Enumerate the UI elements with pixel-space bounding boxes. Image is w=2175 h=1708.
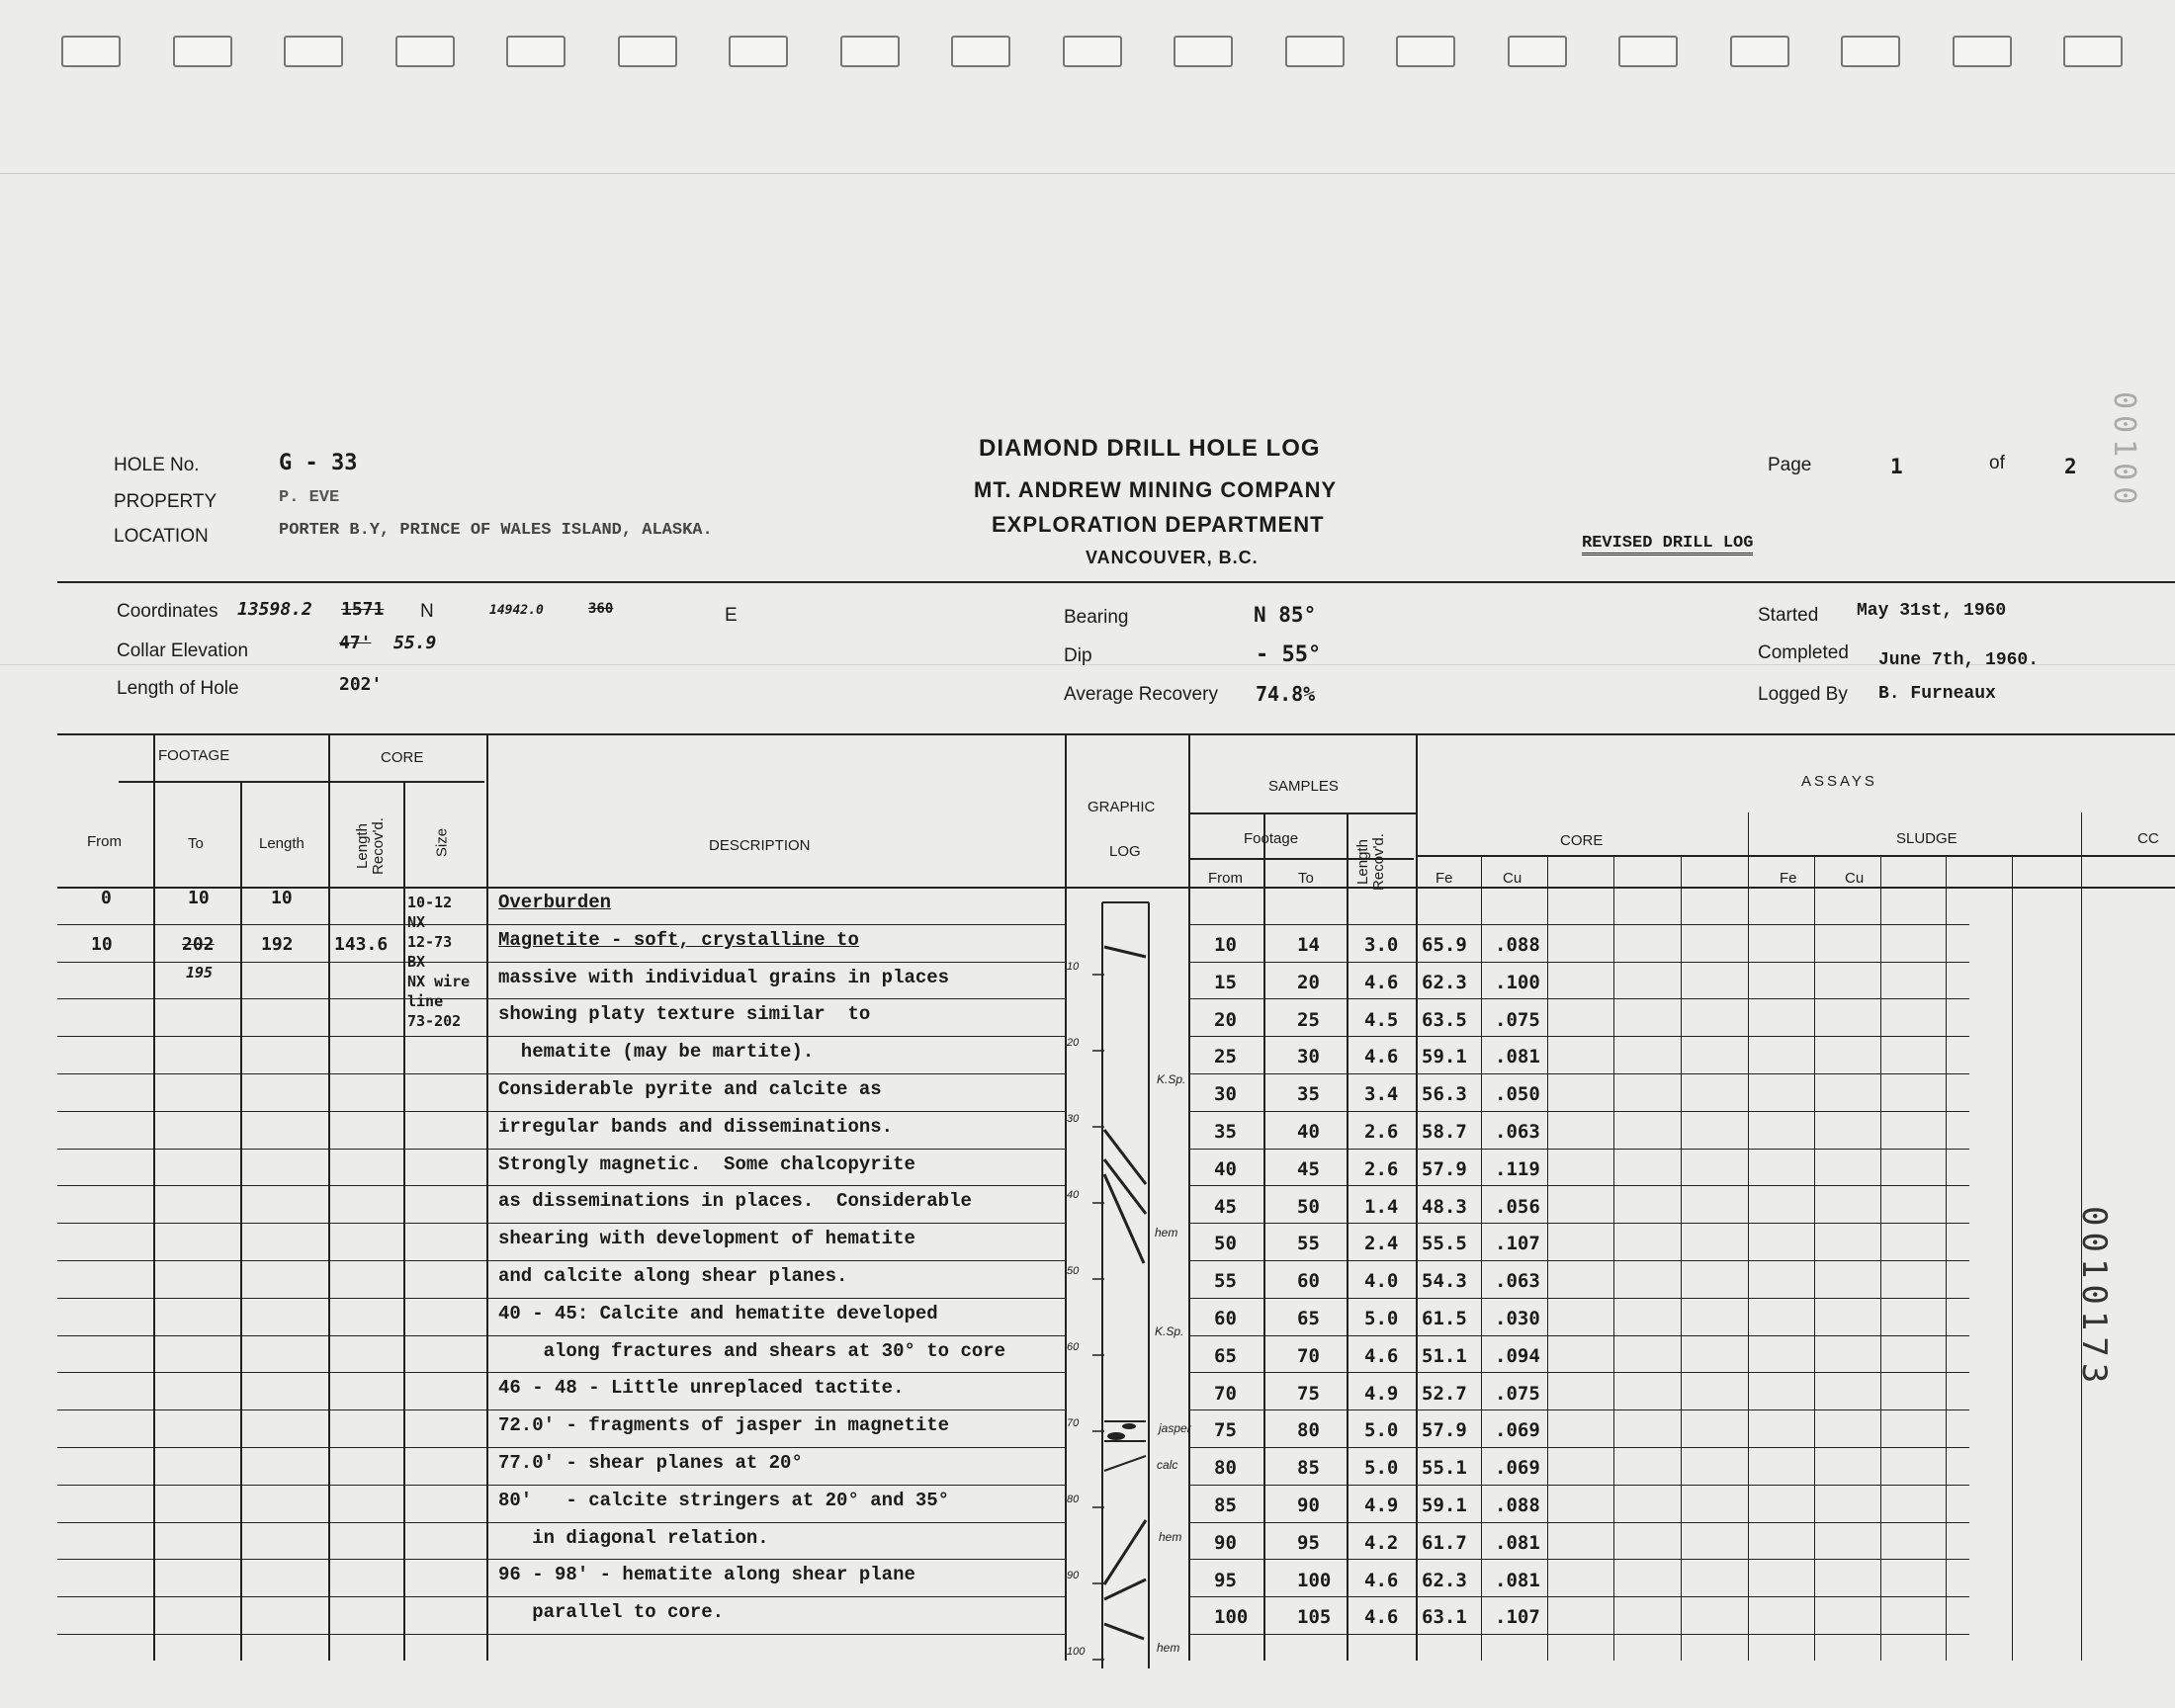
sample-from: 70 <box>1214 1382 1237 1405</box>
row-line <box>1188 1149 1969 1150</box>
depth-label: 60 <box>1067 1341 1080 1353</box>
perforation-hole <box>395 36 455 67</box>
row-line <box>1188 1522 1969 1523</box>
description-line: in diagonal relation. <box>498 1526 769 1549</box>
row1-length: 10 <box>271 888 293 908</box>
fe-header: Fe <box>1436 870 1453 887</box>
location-label: LOCATION <box>114 526 209 547</box>
faint-stamp: 00100 <box>2107 391 2141 511</box>
sample-cu: .081 <box>1495 1046 1540 1068</box>
page-label: Page <box>1768 455 1812 475</box>
sample-cu: .063 <box>1495 1270 1540 1293</box>
sample-cu: .107 <box>1495 1606 1540 1629</box>
completed-label: Completed <box>1758 642 1849 663</box>
row2-to-alt: 195 <box>186 964 214 982</box>
sample-cu: .050 <box>1495 1083 1540 1106</box>
sample-len: 1.4 <box>1364 1195 1399 1218</box>
sample-to: 30 <box>1297 1046 1320 1068</box>
sample-cu: .056 <box>1495 1195 1540 1218</box>
sample-fe: 54.3 <box>1422 1270 1467 1293</box>
length-value: 202' <box>339 674 383 695</box>
row-line <box>57 998 1066 999</box>
description-line: Magnetite - soft, crystalline to <box>498 928 859 951</box>
perforation-hole <box>840 36 900 67</box>
graphic-note: K.Sp. <box>1157 1072 1186 1086</box>
bearing-value: N 85° <box>1254 603 1317 627</box>
sample-from: 80 <box>1214 1457 1237 1480</box>
sample-len: 2.6 <box>1364 1157 1399 1180</box>
sample-from: 75 <box>1214 1419 1237 1442</box>
description-line: and calcite along shear planes. <box>498 1265 848 1287</box>
city-name: VANCOUVER, B.C. <box>1086 548 1259 567</box>
sample-fe: 62.3 <box>1422 1569 1467 1591</box>
logged-value: B. Furneaux <box>1878 684 1996 704</box>
sample-len: 4.0 <box>1364 1270 1399 1293</box>
description-line: parallel to core. <box>498 1601 725 1624</box>
row-line <box>1188 924 1969 925</box>
sample-fe: 62.3 <box>1422 971 1467 993</box>
sample-from: 30 <box>1214 1083 1237 1106</box>
sample-len: 4.6 <box>1364 1606 1399 1629</box>
row-line <box>57 1485 1066 1486</box>
size-entry: line <box>407 992 444 1010</box>
row-line <box>1188 1559 1969 1560</box>
column-line <box>1481 855 1482 1661</box>
sample-fe: 55.5 <box>1422 1233 1467 1255</box>
coord-n-value: 13598.2 <box>237 599 312 620</box>
sludge-cu-header: Cu <box>1845 870 1865 887</box>
row-line <box>57 1372 1066 1373</box>
size-entry: 73-202 <box>407 1012 462 1030</box>
size-header: Size <box>433 827 451 858</box>
sample-to: 65 <box>1297 1308 1320 1329</box>
footage-sub-header: Footage <box>1244 830 1299 847</box>
perforation-hole <box>729 36 788 67</box>
sludge-header: SLUDGE <box>1896 830 1958 847</box>
sample-len: 4.5 <box>1364 1008 1399 1031</box>
column-line <box>1416 733 1418 1661</box>
sample-len: 2.6 <box>1364 1121 1399 1143</box>
row-line <box>57 1447 1066 1448</box>
sample-fe: 59.1 <box>1422 1494 1467 1516</box>
sample-cu: .088 <box>1495 1494 1540 1516</box>
core-header: CORE <box>381 749 424 766</box>
sample-to: 85 <box>1297 1457 1320 1480</box>
row-line <box>57 1596 1066 1597</box>
description-line: Considerable pyrite and calcite as <box>498 1078 882 1100</box>
perforation-hole <box>1285 36 1345 67</box>
sample-len: 5.0 <box>1364 1308 1399 1329</box>
sample-cu: .081 <box>1495 1569 1540 1591</box>
coord-e-struck: 360 <box>588 601 614 617</box>
sample-fe: 65.9 <box>1422 934 1467 956</box>
revised-stamp: REVISED DRILL LOG <box>1582 534 1753 555</box>
sample-to: 25 <box>1297 1008 1320 1031</box>
size-entry: 10-12 <box>407 894 453 911</box>
row-line <box>57 1522 1066 1523</box>
row-line <box>1188 1634 1969 1635</box>
row-line <box>57 1260 1066 1261</box>
sample-len: 4.9 <box>1364 1382 1399 1405</box>
elevation-value: 55.9 <box>393 633 437 653</box>
description-line: Overburden <box>498 892 612 913</box>
sample-cu: .100 <box>1495 971 1540 993</box>
row-line <box>57 1223 1066 1224</box>
row-line <box>57 1559 1066 1560</box>
perforation-hole <box>1841 36 1900 67</box>
recovery-label: Average Recovery <box>1064 684 1218 705</box>
dip-label: Dip <box>1064 645 1092 666</box>
sample-from: 95 <box>1214 1569 1237 1591</box>
sample-fe: 58.7 <box>1422 1121 1467 1143</box>
sample-to: 60 <box>1297 1270 1320 1293</box>
perforation-hole <box>284 36 343 67</box>
sample-fe: 56.3 <box>1422 1083 1467 1106</box>
perforation-hole <box>1174 36 1233 67</box>
description-line: showing platy texture similar to <box>498 1003 871 1026</box>
row-line <box>1188 1298 1969 1299</box>
sample-to: 100 <box>1297 1569 1332 1591</box>
coord-n-struck: 1571 <box>341 599 385 620</box>
size-entry: NX wire <box>407 973 471 990</box>
description-line: 96 - 98' - hematite along shear plane <box>498 1564 915 1586</box>
sample-from: 40 <box>1214 1157 1237 1180</box>
company-name: MT. ANDREW MINING COMPANY <box>974 477 1338 502</box>
column-line <box>2012 855 2013 1661</box>
row1-to: 10 <box>188 888 210 908</box>
row-line <box>57 1298 1066 1299</box>
sample-to: 90 <box>1297 1494 1320 1516</box>
graphic-note: K.Sp. <box>1155 1324 1184 1338</box>
depth-label: 100 <box>1067 1646 1086 1658</box>
row-line <box>57 1409 1066 1410</box>
sample-fe: 61.7 <box>1422 1531 1467 1554</box>
elevation-struck: 47' <box>339 633 372 653</box>
description-header: DESCRIPTION <box>709 837 811 854</box>
column-line <box>1748 812 1749 1661</box>
sample-fe: 63.1 <box>1422 1606 1467 1629</box>
cu-header: Cu <box>1503 870 1522 887</box>
co-header: CC <box>2137 830 2159 847</box>
description-line: 40 - 45: Calcite and hematite developed <box>498 1302 938 1324</box>
row-line <box>1188 1260 1969 1261</box>
sample-fe: 57.9 <box>1422 1157 1467 1180</box>
row-line <box>57 1073 1066 1074</box>
row-line <box>57 1634 1066 1635</box>
graphic-note: hem <box>1157 1641 1180 1655</box>
depth-label: 40 <box>1067 1189 1080 1201</box>
sample-from: 25 <box>1214 1046 1237 1068</box>
column-line <box>1946 855 1947 1661</box>
sample-fe: 61.5 <box>1422 1308 1467 1329</box>
row-line <box>1188 1185 1969 1186</box>
sample-from-header: From <box>1208 870 1243 887</box>
row-line <box>1188 962 1969 963</box>
sample-from: 85 <box>1214 1494 1237 1516</box>
page-number: 1 <box>1890 455 1903 478</box>
sample-len: 3.0 <box>1364 934 1399 956</box>
sample-from: 100 <box>1214 1606 1249 1629</box>
sample-cu: .075 <box>1495 1382 1540 1405</box>
depth-label: 30 <box>1067 1113 1080 1125</box>
row-line <box>57 1335 1066 1336</box>
perforation-hole <box>506 36 566 67</box>
sample-fe: 55.1 <box>1422 1457 1467 1480</box>
description-line: shearing with development of hematite <box>498 1228 915 1250</box>
sample-to: 70 <box>1297 1344 1320 1367</box>
perforation-hole <box>1508 36 1567 67</box>
size-entry: NX <box>407 913 426 931</box>
core-assay-header: CORE <box>1560 832 1604 849</box>
column-line <box>240 781 242 1661</box>
sample-from: 65 <box>1214 1344 1237 1367</box>
depth-label: 80 <box>1067 1494 1080 1505</box>
sample-to: 20 <box>1297 971 1320 993</box>
sample-to: 40 <box>1297 1121 1320 1143</box>
sample-from: 50 <box>1214 1233 1237 1255</box>
column-line <box>1613 855 1614 1661</box>
sample-from: 20 <box>1214 1008 1237 1031</box>
column-line <box>486 733 488 1661</box>
description-line: irregular bands and disseminations. <box>498 1115 894 1138</box>
column-line <box>1814 855 1815 1661</box>
sample-from: 90 <box>1214 1531 1237 1554</box>
sample-fe: 52.7 <box>1422 1382 1467 1405</box>
department-name: EXPLORATION DEPARTMENT <box>992 512 1325 537</box>
row-line <box>57 1149 1066 1150</box>
e-label: E <box>725 605 738 626</box>
row-line <box>1188 1409 1969 1410</box>
form-title: DIAMOND DRILL HOLE LOG <box>979 435 1321 462</box>
sample-length-header: Length Recov'd. <box>1354 833 1387 891</box>
depth-label: 10 <box>1067 961 1080 973</box>
sample-len: 4.6 <box>1364 1344 1399 1367</box>
sample-cu: .030 <box>1495 1308 1540 1329</box>
completed-value: June 7th, 1960. <box>1878 650 2040 670</box>
elevation-label: Collar Elevation <box>117 640 249 661</box>
sludge-fe-header: Fe <box>1780 870 1797 887</box>
length-recov-header: Length Recov'd. <box>354 817 387 875</box>
sample-len: 4.6 <box>1364 1569 1399 1591</box>
sample-cu: .107 <box>1495 1233 1540 1255</box>
footage-header: FOOTAGE <box>158 747 230 764</box>
property-label: PROPERTY <box>114 491 218 512</box>
depth-label: 90 <box>1067 1570 1080 1581</box>
sample-len: 4.2 <box>1364 1531 1399 1554</box>
row-line <box>1188 1447 1969 1448</box>
perforation-hole <box>173 36 232 67</box>
graphic-log <box>1065 888 1188 1678</box>
description-line: hematite (may be martite). <box>498 1041 815 1064</box>
sample-to: 80 <box>1297 1419 1320 1442</box>
row-line <box>1188 1596 1969 1597</box>
description-line: 77.0' - shear planes at 20° <box>498 1452 803 1474</box>
page-total: 2 <box>2064 455 2077 478</box>
graphic-note: calc <box>1157 1458 1178 1472</box>
sample-to: 55 <box>1297 1233 1320 1255</box>
sample-fe: 63.5 <box>1422 1008 1467 1031</box>
sample-len: 4.6 <box>1364 971 1399 993</box>
description-line: Strongly magnetic. Some chalcopyrite <box>498 1153 915 1175</box>
row-line <box>1188 1111 1969 1112</box>
sample-cu: .075 <box>1495 1008 1540 1031</box>
n-label: N <box>420 601 434 622</box>
sample-len: 5.0 <box>1364 1419 1399 1442</box>
row-line <box>57 962 1066 963</box>
sample-from: 10 <box>1214 934 1237 956</box>
page-stamp-number: 0010173 <box>2074 1206 2114 1390</box>
row-line <box>57 924 1066 925</box>
sample-from: 35 <box>1214 1121 1237 1143</box>
row-line <box>1188 1485 1969 1486</box>
log-header: LOG <box>1109 843 1141 860</box>
sample-to-header: To <box>1298 870 1314 887</box>
row-line <box>57 1185 1066 1186</box>
row1-from: 0 <box>101 888 112 908</box>
of-label: of <box>1989 453 2005 473</box>
sample-to: 75 <box>1297 1382 1320 1405</box>
dip-value: - 55° <box>1256 642 1322 667</box>
sample-from: 55 <box>1214 1270 1237 1293</box>
row-line <box>57 1111 1066 1112</box>
coordinates-label: Coordinates <box>117 601 218 622</box>
row-line <box>1188 998 1969 999</box>
bearing-label: Bearing <box>1064 607 1129 628</box>
row-line <box>1188 1073 1969 1074</box>
perforation-hole <box>1953 36 2012 67</box>
perforation-hole <box>1618 36 1678 67</box>
sample-len: 5.0 <box>1364 1457 1399 1480</box>
length-label: Length of Hole <box>117 678 239 699</box>
graphic-note: jasper <box>1159 1421 1191 1435</box>
row-line <box>1188 1372 1969 1373</box>
assays-header: ASSAYS <box>1801 773 1877 790</box>
description-line: 72.0' - fragments of jasper in magnetite <box>498 1414 950 1437</box>
column-line <box>1547 855 1548 1661</box>
sample-to: 14 <box>1297 934 1320 956</box>
size-entry: 12-73 <box>407 933 453 951</box>
hole-value: G - 33 <box>279 451 358 475</box>
sample-cu: .069 <box>1495 1457 1540 1480</box>
recovery-value: 74.8% <box>1256 682 1316 706</box>
row-line <box>1188 1335 1969 1336</box>
perforation-hole <box>1730 36 1789 67</box>
row2-to: 202 <box>182 934 215 955</box>
graphic-note: hem <box>1155 1226 1178 1239</box>
samples-header: SAMPLES <box>1268 778 1339 795</box>
description-line: as disseminations in places. Considerable <box>498 1190 972 1213</box>
row2-from: 10 <box>91 934 113 955</box>
perforation-hole <box>1063 36 1122 67</box>
sample-to: 35 <box>1297 1083 1320 1106</box>
description-line: 80' - calcite stringers at 20° and 35° <box>498 1489 950 1511</box>
column-line <box>1263 812 1265 1661</box>
sample-cu: .094 <box>1495 1344 1540 1367</box>
sample-cu: .063 <box>1495 1121 1540 1143</box>
depth-label: 20 <box>1067 1037 1080 1049</box>
length-header: Length <box>259 835 304 852</box>
row2-length: 192 <box>261 934 294 955</box>
sample-fe: 59.1 <box>1422 1046 1467 1068</box>
property-value: P. EVE <box>279 488 340 507</box>
row2-recov: 143.6 <box>334 934 389 955</box>
sample-fe: 51.1 <box>1422 1344 1467 1367</box>
location-value: PORTER B.Y, PRINCE OF WALES ISLAND, ALASKA. <box>279 521 713 540</box>
column-line <box>153 733 155 1661</box>
column-line <box>1347 812 1348 1661</box>
from-header: From <box>87 833 122 850</box>
sample-from: 45 <box>1214 1195 1237 1218</box>
sample-to: 105 <box>1297 1606 1332 1629</box>
sample-len: 4.6 <box>1364 1046 1399 1068</box>
hole-label: HOLE No. <box>114 455 200 475</box>
description-line: 46 - 48 - Little unreplaced tactite. <box>498 1377 905 1400</box>
sample-fe: 48.3 <box>1422 1195 1467 1218</box>
sample-from: 60 <box>1214 1308 1237 1329</box>
sample-fe: 57.9 <box>1422 1419 1467 1442</box>
sample-cu: .081 <box>1495 1531 1540 1554</box>
perforation-hole <box>2063 36 2123 67</box>
column-line <box>1880 855 1881 1661</box>
row-line <box>1188 1223 1969 1224</box>
sample-to: 50 <box>1297 1195 1320 1218</box>
perforation-hole <box>1396 36 1455 67</box>
column-line <box>1681 855 1682 1661</box>
depth-label: 70 <box>1067 1417 1080 1429</box>
perforation-hole <box>951 36 1010 67</box>
size-entry: BX <box>407 953 426 971</box>
sample-len: 3.4 <box>1364 1083 1399 1106</box>
sample-cu: .119 <box>1495 1157 1540 1180</box>
sample-len: 4.9 <box>1364 1494 1399 1516</box>
graphic-header: GRAPHIC <box>1088 799 1156 815</box>
depth-label: 50 <box>1067 1265 1080 1277</box>
description-line: massive with individual grains in places <box>498 966 950 988</box>
description-line: along fractures and shears at 30° to core <box>498 1339 1006 1362</box>
row-line <box>1188 1036 1969 1037</box>
perforation-hole <box>618 36 677 67</box>
sample-len: 2.4 <box>1364 1233 1399 1255</box>
row-line <box>57 1036 1066 1037</box>
to-header: To <box>188 835 204 852</box>
sample-cu: .069 <box>1495 1419 1540 1442</box>
sample-to: 95 <box>1297 1531 1320 1554</box>
sample-cu: .088 <box>1495 934 1540 956</box>
column-line <box>328 733 330 1661</box>
perforation-hole <box>61 36 121 67</box>
coord-e-value: 14942.0 <box>489 603 544 618</box>
column-line <box>403 781 405 1661</box>
column-line <box>1188 733 1190 1661</box>
started-label: Started <box>1758 605 1819 626</box>
started-value: May 31st, 1960 <box>1857 601 2007 621</box>
sample-to: 45 <box>1297 1157 1320 1180</box>
sample-from: 15 <box>1214 971 1237 993</box>
graphic-note: hem <box>1159 1530 1182 1544</box>
logged-label: Logged By <box>1758 684 1848 705</box>
